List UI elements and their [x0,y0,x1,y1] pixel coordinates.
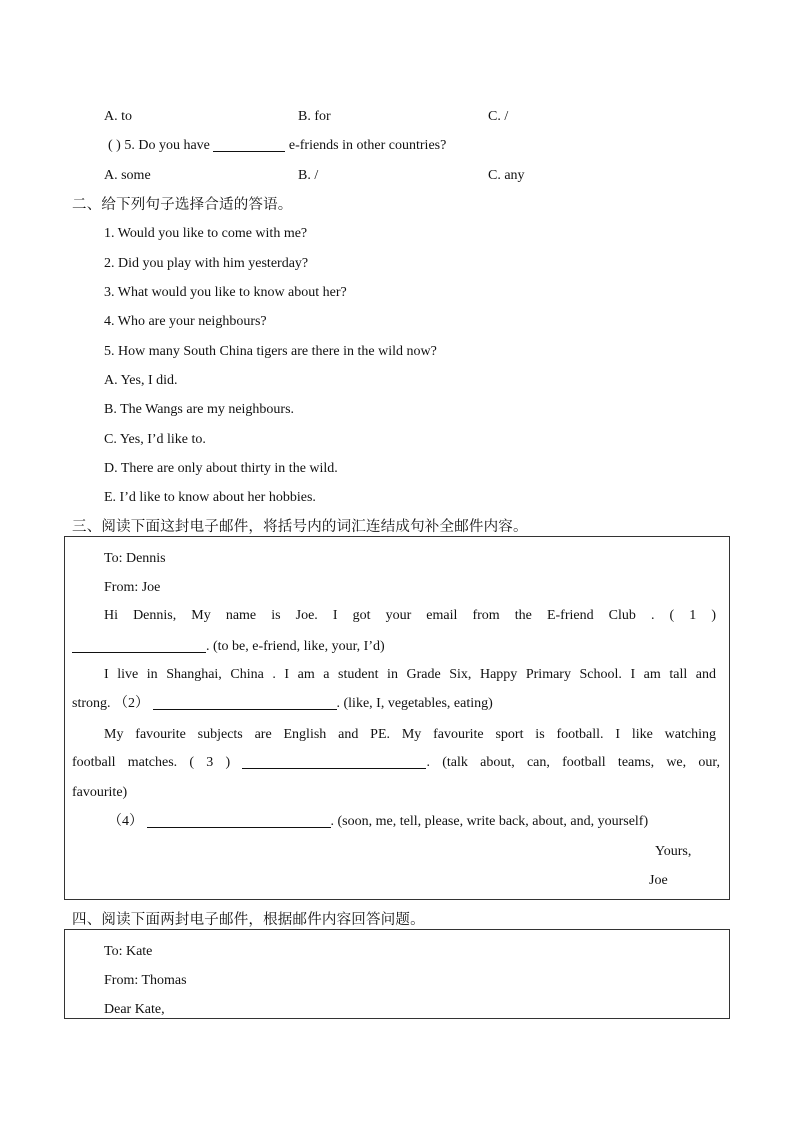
email-paragraph-3-line-2 [72,754,720,772]
blank-3[interactable] [242,768,426,769]
q5-option-c: C. any [488,168,525,183]
email-2-greeting: Dear Kate, [104,1002,165,1017]
label-4: （4） [108,814,143,829]
s2-question-4: 4. Who are your neighbours? [104,314,267,329]
hint-1: . (to be, e-friend, like, your, I’d) [206,639,385,654]
blank-1[interactable] [72,652,206,653]
answer-paren: ( ) 5. [108,138,135,153]
q5-option-a: A. some [104,168,151,183]
email-paragraph-4 [108,813,648,831]
email-2-from: From: Thomas [104,973,187,988]
blank-4[interactable] [147,827,331,828]
question-stem: Do you have [138,138,210,153]
email-paragraph-2-line-2 [72,695,493,713]
email-signature: Joe [649,873,668,888]
s2-question-5: 5. How many South China tigers are there in the wild now? [104,344,437,359]
s2-question-2: 2. Did you play with him yesterday? [104,256,309,271]
question-stem-end: e-friends in other countries? [288,138,447,153]
email-box-1 [64,536,730,900]
email-paragraph-1-line-1: Hi Dennis, My name is Joe. I got your email from the E-friend Club . ( 1 ) [104,608,716,623]
blank-2[interactable] [153,709,337,710]
s2-answer-c: C. Yes, I’d like to. [104,432,206,447]
email-2-to: To: Kate [104,944,153,959]
email-paragraph-3-line-1: My favourite subjects are English and PE. My favourite sport is football. I like watching [104,727,716,742]
section-3-heading: 三、阅读下面这封电子邮件，将括号内的词汇连结成句补全邮件内容。 [72,519,528,535]
q4-option-c: C. / [488,109,509,124]
label-2: strong. （2） [72,696,149,711]
s2-answer-e: E. I’d like to know about her hobbies. [104,490,316,505]
s2-answer-a: A. Yes, I did. [104,373,178,388]
section-4-heading: 四、阅读下面两封电子邮件，根据邮件内容回答问题。 [72,912,425,928]
question-5 [108,137,446,155]
s2-question-3: 3. What would you like to know about her? [104,285,347,300]
hint-2: . (like, I, vegetables, eating) [336,696,493,711]
s2-answer-d: D. There are only about thirty in the wild. [104,461,338,476]
section-2-heading: 二、给下列句子选择合适的答语。 [72,197,293,213]
email-closing: Yours, [655,844,692,859]
email-paragraph-1-line-2 [72,638,385,656]
hint-3: . (talk about, can, football teams, we, our, [426,755,720,770]
q4-option-b: B. for [298,109,331,124]
answer-blank[interactable] [213,151,285,152]
s2-question-1: 1. Would you like to come with me? [104,226,308,241]
email-paragraph-3-line-3: favourite) [72,785,128,800]
q5-option-b: B. / [298,168,319,183]
email-to: To: Dennis [104,551,166,566]
email-from: From: Joe [104,580,161,595]
hint-4: . (soon, me, tell, please, write back, about, and, yourself) [330,814,649,829]
q4-option-a: A. to [104,109,132,124]
email-paragraph-2-line-1: I live in Shanghai, China . I am a student in Grade Six, Happy Primary School. I am tall and [104,667,716,682]
s2-answer-b: B. The Wangs are my neighbours. [104,402,295,417]
label-3: football matches. ( 3 ) [72,755,231,770]
